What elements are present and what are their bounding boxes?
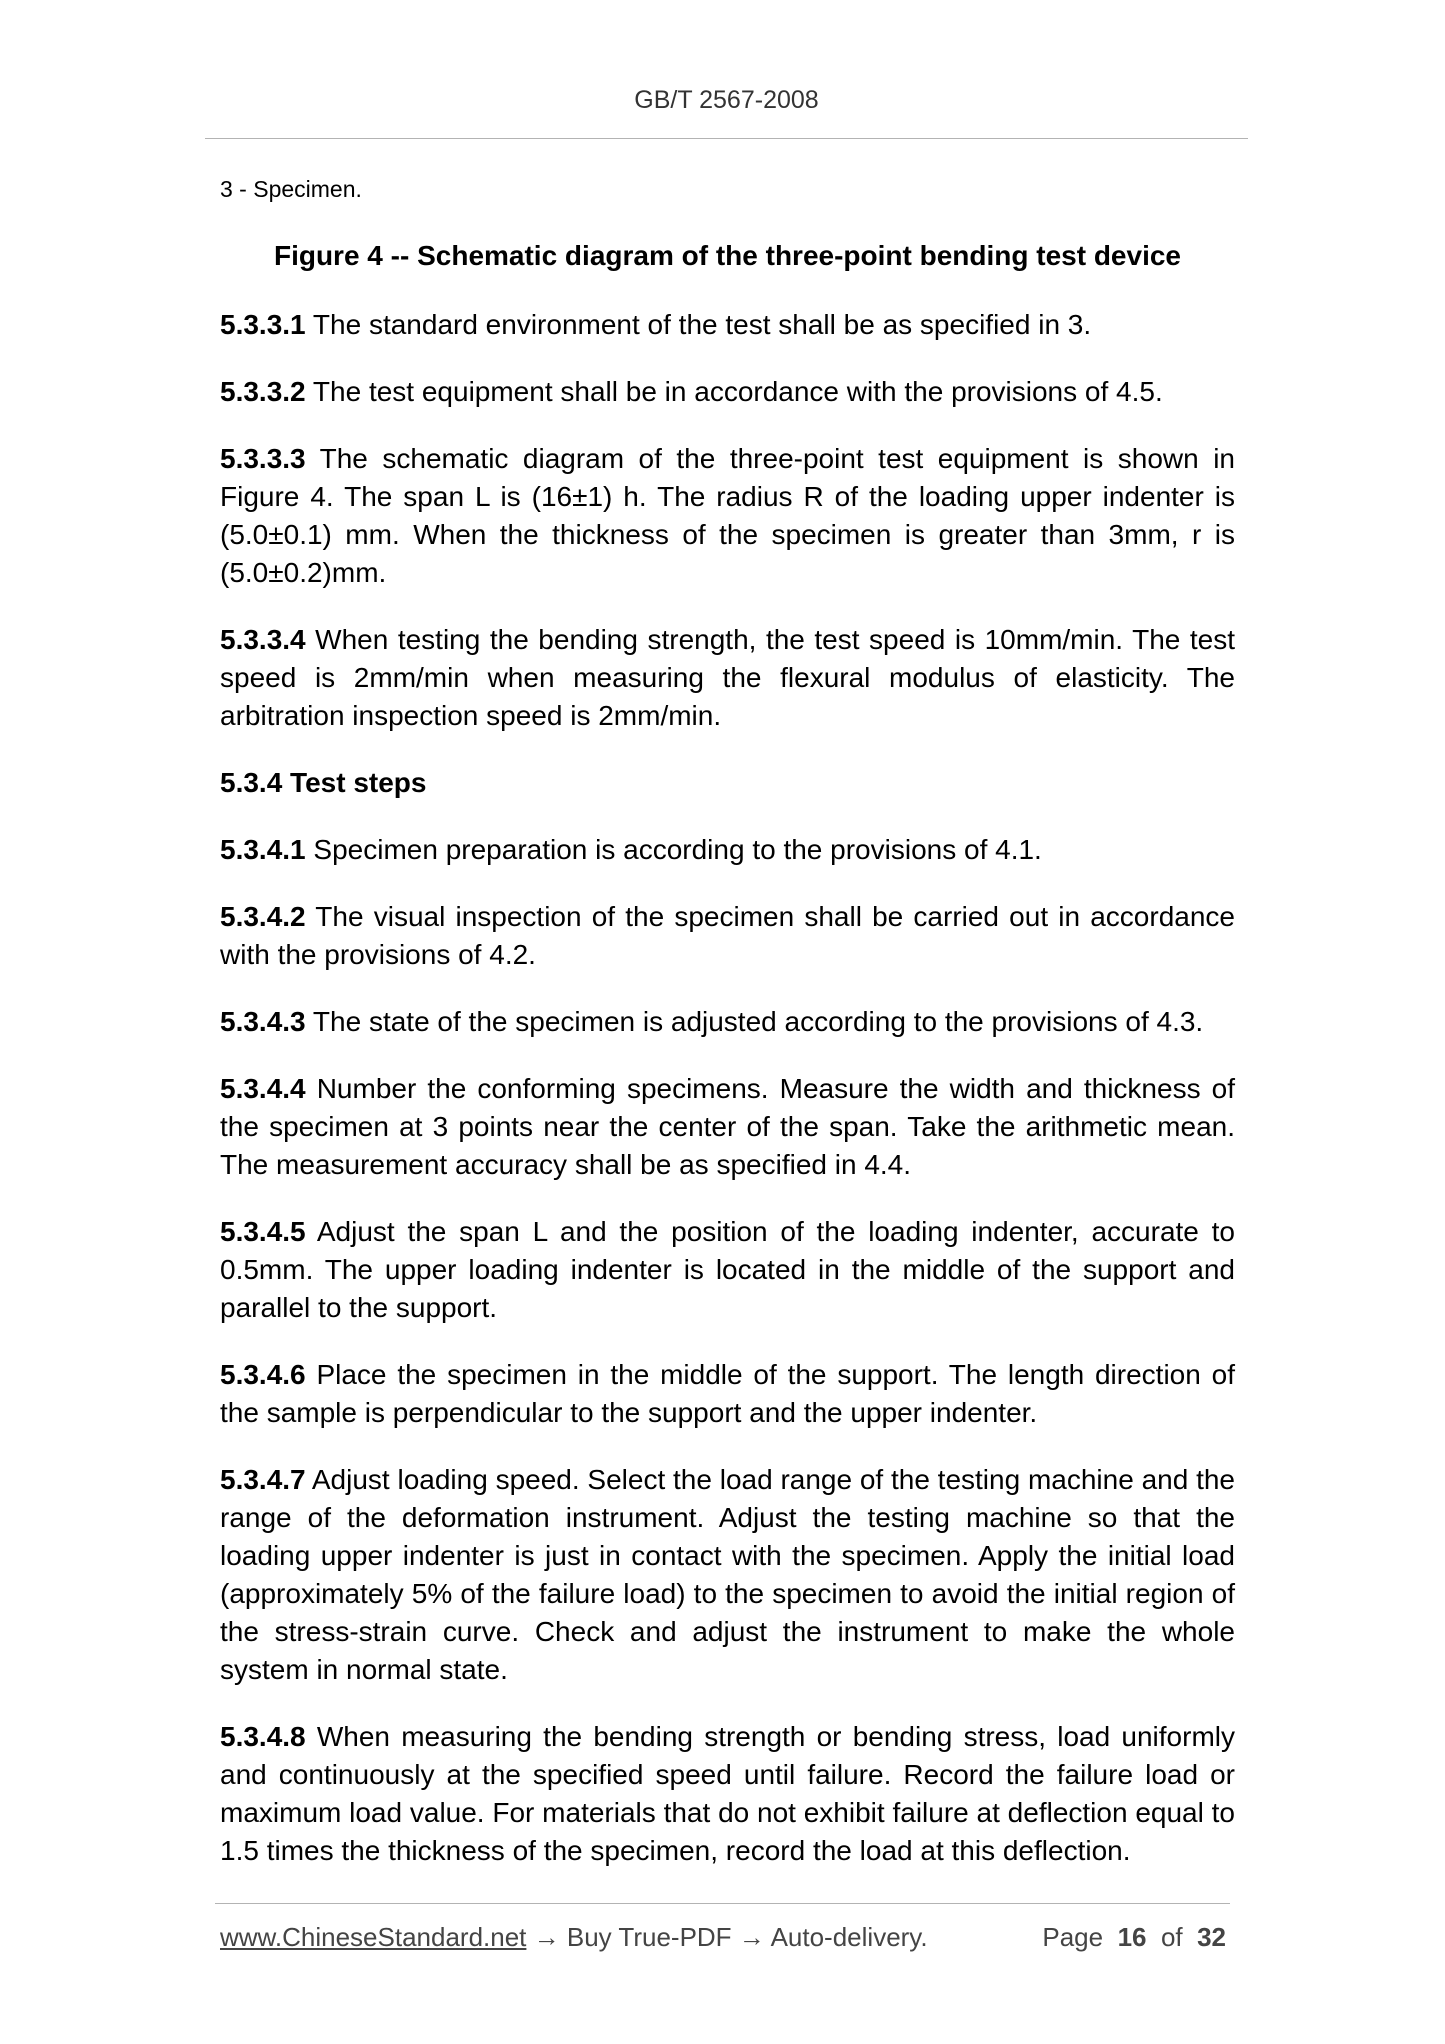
current-page: 16 <box>1117 1922 1147 1952</box>
clause-5-3-4-7 <box>220 1461 1235 1689</box>
clause-5-3-3-4 <box>220 621 1235 735</box>
clause-text: The schematic diagram of the three-point test equipment is shown in Figure 4. The span L is (16±1) h. The radius R of the loading upper indenter is (5.0±0.1) mm. When the thickness of the specimen is greater than 3mm, r is (5.0±0.2)mm. <box>220 443 1235 588</box>
footer-tagline: → Buy True-PDF → Auto-delivery. <box>526 1922 928 1952</box>
of-label: of <box>1160 1922 1183 1952</box>
clause-5-3-4-3 <box>220 1003 1235 1041</box>
clause-number: 5.3.4.5 <box>220 1216 306 1247</box>
clause-5-3-4-6 <box>220 1356 1235 1432</box>
section-heading: 5.3.4 Test steps <box>220 767 427 798</box>
clause-text: The visual inspection of the specimen shall be carried out in accordance with the provisions of 4.2. <box>220 901 1235 970</box>
section-heading-test-steps <box>220 764 1235 802</box>
page-footer <box>220 1922 1230 1953</box>
document-body <box>220 306 1235 1899</box>
clause-5-3-3-3 <box>220 440 1235 592</box>
clause-number: 5.3.4.7 <box>220 1464 306 1495</box>
clause-text: When testing the bending strength, the test speed is 10mm/min. The test speed is 2mm/min when measuring the flexural modulus of elasticity. The arbitration inspection speed is 2mm/min. <box>220 624 1235 731</box>
footer-divider <box>215 1903 1230 1904</box>
page-label: Page <box>1042 1922 1104 1952</box>
clause-number: 5.3.3.2 <box>220 376 306 407</box>
clause-5-3-4-4 <box>220 1070 1235 1184</box>
figure-legend-note: 3 - Specimen. <box>220 176 362 202</box>
figure-title: Figure 4 -- Schematic diagram of the three-point bending test device <box>273 240 1182 271</box>
clause-text: Adjust the span L and the position of the loading indenter, accurate to 0.5mm. The upper loading indenter is located in the middle of the support and parallel to the support. <box>220 1216 1235 1323</box>
website-link[interactable]: www.ChineseStandard.net <box>220 1922 527 1952</box>
clause-5-3-3-1 <box>220 306 1235 344</box>
clause-text: Number the conforming specimens. Measure the width and thickness of the specimen at 3 points near the center of the span. Take the arithmetic mean. The measurement accuracy shall be as specified in 4.4. <box>220 1073 1235 1180</box>
clause-text: The state of the specimen is adjusted according to the provisions of 4.3. <box>305 1006 1204 1037</box>
clause-number: 5.3.4.8 <box>220 1721 306 1752</box>
clause-5-3-3-2 <box>220 373 1235 411</box>
clause-5-3-4-8 <box>220 1718 1235 1870</box>
clause-5-3-4-2 <box>220 898 1235 974</box>
clause-number: 5.3.3.3 <box>220 443 306 474</box>
clause-number: 5.3.4.6 <box>220 1359 306 1390</box>
clause-text: When measuring the bending strength or bending stress, load uniformly and continuously at the specified speed until failure. Record the failure load or maximum load value. For materials that do not exhibit failure at deflection equal to 1.5 times the thickness of the specimen, record the load at this deflection. <box>220 1721 1235 1866</box>
clause-number: 5.3.4.4 <box>220 1073 306 1104</box>
clause-text: Adjust loading speed. Select the load range of the testing machine and the range of the deformation instrument. Adjust the testing machine so that the loading upper indenter is just in contact with the specimen. Apply the initial load (approximately 5% of the failure load) to the specimen to avoid the initial region of the stress-strain curve. Check and adjust the instrument to make the whole system in normal state. <box>220 1464 1235 1685</box>
page-header: GB/T 2567-2008 <box>634 86 819 114</box>
clause-number: 5.3.4.3 <box>220 1006 306 1037</box>
clause-text: Specimen preparation is according to the provisions of 4.1. <box>305 834 1042 865</box>
clause-text: The standard environment of the test shall be as specified in 3. <box>305 309 1092 340</box>
clause-5-3-4-5 <box>220 1213 1235 1327</box>
clause-5-3-4-1 <box>220 831 1235 869</box>
total-pages: 32 <box>1197 1922 1226 1952</box>
clause-number: 5.3.4.1 <box>220 834 306 865</box>
page-indicator <box>1042 1922 1226 1953</box>
header-divider <box>205 138 1248 139</box>
clause-number: 5.3.4.2 <box>220 901 306 932</box>
clause-number: 5.3.3.4 <box>220 624 306 655</box>
clause-text: Place the specimen in the middle of the support. The length direction of the sample is perpendicular to the support and the upper indenter. <box>220 1359 1235 1428</box>
clause-text: The test equipment shall be in accordance with the provisions of 4.5. <box>305 376 1163 407</box>
clause-number: 5.3.3.1 <box>220 309 306 340</box>
